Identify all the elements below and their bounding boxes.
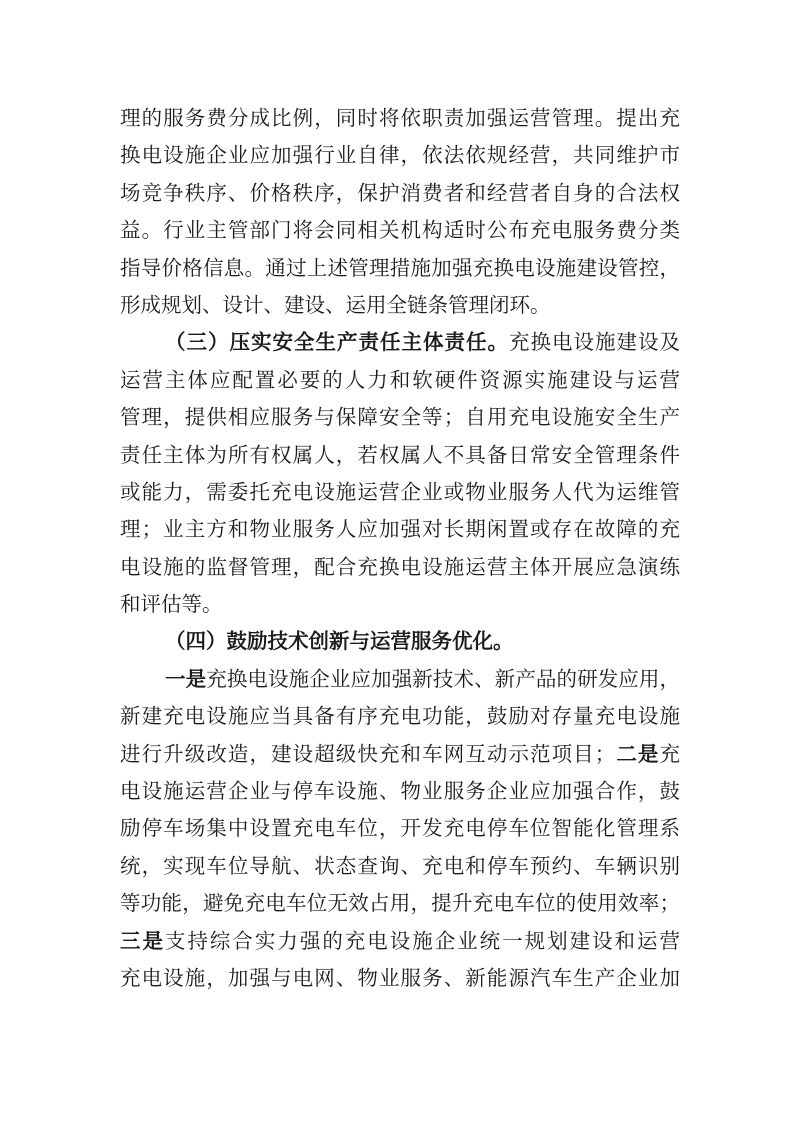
line-text: 支持综合实力强的充电设施企业统一规划建设和运营 <box>164 928 681 953</box>
paragraph-line <box>120 175 680 212</box>
line-text: 责任主体为所有权属人，若权属人不具备日常安全管理条件 <box>120 442 680 467</box>
line-text: 统，实现车位导航、状态查询、充电和停车预约、车辆识别 <box>120 853 680 878</box>
line-text: 充 <box>659 741 681 766</box>
paragraph-line <box>120 399 680 436</box>
paragraph-line <box>120 736 680 773</box>
line-text: 管理，提供相应服务与保障安全等；自用充电设施安全生产 <box>120 405 680 430</box>
paragraph-line <box>120 250 680 287</box>
line-text: 等功能，避免充电车位无效占用，提升充电车位的使用效率； <box>120 891 680 916</box>
section-4-heading: （四）鼓励技术创新与运营服务优化。 <box>165 629 514 654</box>
line-text: 指导价格信息。通过上述管理措施加强充换电设施建设管控， <box>120 255 680 280</box>
line-text: 进行升级改造，建设超级快充和车网互动示范项目； <box>120 741 616 766</box>
paragraph-line <box>120 100 680 137</box>
line-text: 运营主体应配置必要的人力和软硬件资源实施建设与运营 <box>120 367 680 392</box>
line-text: 理的服务费分成比例，同时将依职责加强运营管理。提出充 <box>120 106 680 130</box>
paragraph-line <box>120 362 680 399</box>
paragraph-line <box>120 549 680 586</box>
line-text: 场竞争秩序、价格秩序，保护消费者和经营者自身的合法权 <box>120 180 680 205</box>
paragraph-line <box>120 885 680 922</box>
paragraph-line <box>120 661 680 698</box>
line-text: 益。行业主管部门将会同相关机构适时公布充电服务费分类 <box>120 218 680 243</box>
line-text: 充换电设施建设及 <box>509 330 680 355</box>
line-text: 或能力，需委托充电设施运营企业或物业服务人代为运维管 <box>120 479 680 504</box>
section-3-heading: （三）压实安全生产责任主体责任。 <box>165 330 509 355</box>
line-text: 理；业主方和物业服务人应加强对长期闲置或存在故障的充 <box>120 517 680 542</box>
line-text: 励停车场集中设置充电车位，开发充电停车位智能化管理系 <box>120 816 680 841</box>
paragraph-line <box>120 773 680 810</box>
paragraph-line <box>120 474 680 511</box>
paragraph-line <box>120 437 680 474</box>
paragraph-line <box>120 586 680 623</box>
paragraph-line <box>120 848 680 885</box>
paragraph-line <box>120 810 680 847</box>
document-body <box>120 100 680 997</box>
paragraph-line <box>120 960 680 997</box>
line-text: 换电设施企业应加强行业自律，依法依规经营，共同维护市 <box>120 143 680 168</box>
paragraph-line <box>120 511 680 548</box>
paragraph-line <box>120 137 680 174</box>
line-text: 充电设施，加强与电网、物业服务、新能源汽车生产企业加 <box>120 965 680 990</box>
line-text: 电设施的监督管理，配合充换电设施运营主体开展应急演练 <box>120 554 680 579</box>
item-1-marker: 一是 <box>165 666 207 691</box>
line-text: 新建充电设施应当具备有序充电功能，鼓励对存量充电设施 <box>120 704 680 729</box>
item-3-marker: 三是 <box>120 928 165 953</box>
paragraph-line <box>120 698 680 735</box>
line-text: 充换电设施企业应加强新技术、新产品的研发应用， <box>206 666 681 691</box>
paragraph-line <box>120 923 680 960</box>
paragraph-line <box>120 212 680 249</box>
section-4-line <box>120 623 680 660</box>
line-text: 电设施运营企业与停车设施、物业服务企业应加强合作，鼓 <box>120 779 680 804</box>
line-text: 和评估等。 <box>120 592 223 617</box>
line-text: 形成规划、设计、建设、运用全链条管理闭环。 <box>120 292 551 317</box>
item-2-marker: 二是 <box>615 741 660 766</box>
paragraph-line <box>120 287 680 324</box>
section-3-line <box>120 324 680 361</box>
